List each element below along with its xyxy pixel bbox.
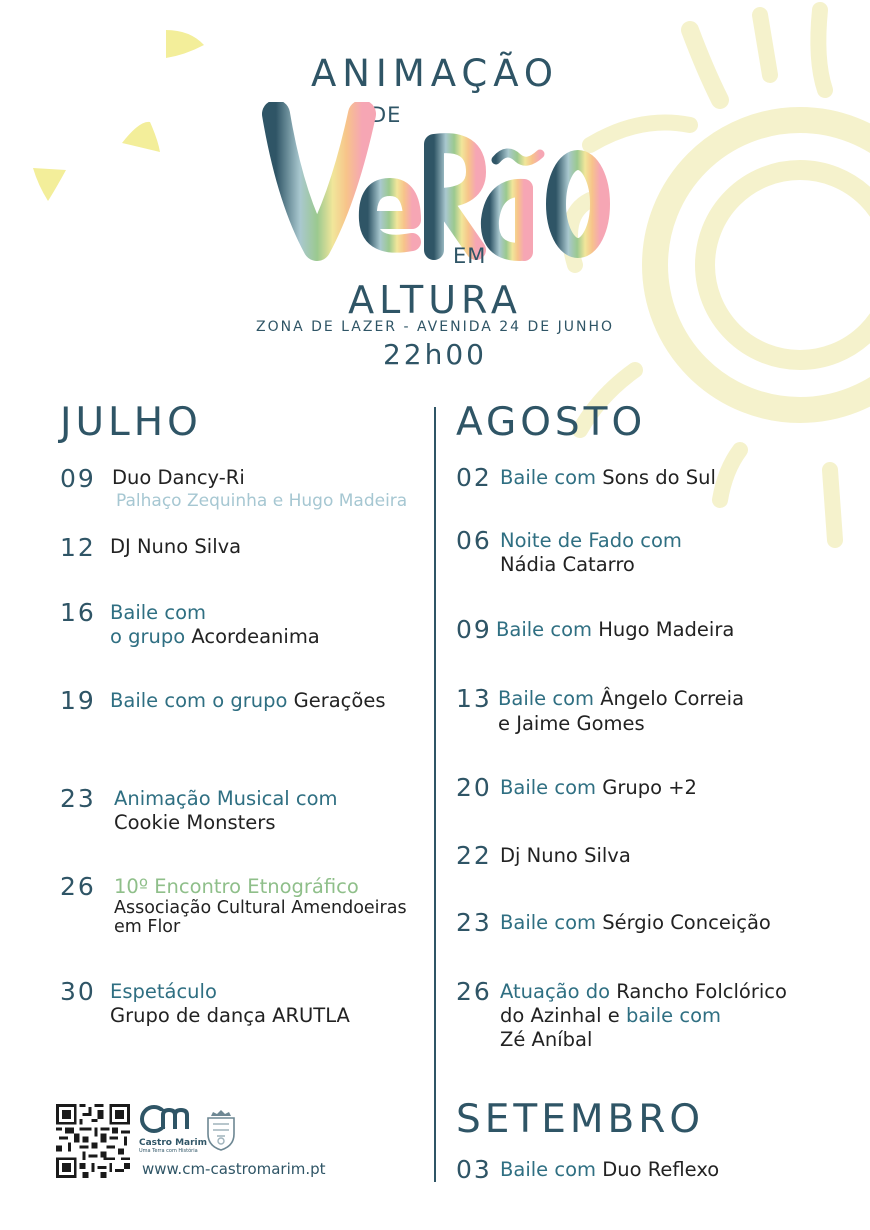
event-performer: Duo Dancy-Ri bbox=[112, 466, 245, 489]
parish-seal-icon bbox=[203, 1108, 239, 1152]
event-description: Baile com bbox=[110, 601, 207, 624]
event-day: 02 bbox=[456, 463, 492, 492]
event-day: 22 bbox=[456, 841, 492, 870]
event-performer: Dj Nuno Silva bbox=[500, 844, 631, 867]
event-performer: Associação Cultural Amendoeiras bbox=[114, 898, 407, 918]
event-performer: Duo Reflexo bbox=[602, 1158, 720, 1181]
event-description: Baile com o grupo bbox=[110, 689, 294, 712]
event-description: o grupo bbox=[110, 625, 192, 648]
event-performer: DJ Nuno Silva bbox=[110, 535, 242, 558]
event-day: 16 bbox=[60, 598, 96, 627]
title-de: DE bbox=[370, 103, 402, 127]
event-description: 10º Encontro Etnográfico bbox=[114, 875, 359, 898]
logo-tagline: Uma Terra com História bbox=[139, 1148, 198, 1154]
event-performer: Sons do Sul bbox=[602, 466, 716, 489]
event-description: Baile com bbox=[500, 911, 603, 934]
location-text: ZONA DE LAZER - AVENIDA 24 DE JUNHO bbox=[255, 319, 614, 335]
event-day: 12 bbox=[60, 533, 96, 562]
month-setembro: SETEMBRO bbox=[456, 1097, 705, 1142]
event-day: 06 bbox=[456, 526, 492, 555]
website-link[interactable]: www.cm-castromarim.pt bbox=[142, 1160, 326, 1178]
event-day: 09 bbox=[60, 464, 96, 493]
event-performer: Sérgio Conceição bbox=[602, 911, 771, 934]
event-description: Animação Musical com bbox=[114, 787, 338, 810]
event-performer: Grupo de dança ARUTLA bbox=[110, 1004, 350, 1027]
event-description: Espetáculo bbox=[110, 980, 217, 1003]
event-performer: Acordeanima bbox=[191, 625, 320, 648]
event-day: 20 bbox=[456, 773, 492, 802]
event-performer: e Jaime Gomes bbox=[498, 712, 645, 735]
event-day: 23 bbox=[456, 908, 492, 937]
event-description: Baile com bbox=[498, 687, 601, 710]
castro-marim-logo bbox=[139, 1104, 208, 1156]
month-julho: JULHO bbox=[60, 400, 202, 445]
event-day: 26 bbox=[456, 977, 492, 1006]
event-day: 13 bbox=[456, 684, 492, 713]
cm-logo-icon bbox=[139, 1104, 195, 1134]
event-performer: Nádia Catarro bbox=[500, 553, 635, 576]
event-day: 19 bbox=[60, 686, 96, 715]
time-text: 22h00 bbox=[382, 338, 487, 371]
event-day: 03 bbox=[456, 1155, 492, 1184]
event-performer: Rancho Folclórico bbox=[616, 980, 787, 1003]
event-performer: Ângelo Correia bbox=[600, 687, 745, 710]
verao-logo bbox=[262, 102, 612, 262]
title-animacao: ANIMAÇÃO bbox=[310, 52, 560, 95]
event-performer: Grupo +2 bbox=[602, 776, 697, 799]
event-description: Noite de Fado com bbox=[500, 529, 682, 552]
column-divider bbox=[434, 407, 436, 1182]
event-description: baile com bbox=[625, 1004, 721, 1027]
event-day: 30 bbox=[60, 977, 96, 1006]
event-day: 09 bbox=[456, 615, 492, 644]
logo-name: Castro Marim bbox=[139, 1138, 208, 1148]
event-performer: Hugo Madeira bbox=[598, 618, 735, 641]
event-performer: Zé Aníbal bbox=[500, 1028, 593, 1051]
event-description: Baile com bbox=[500, 1158, 603, 1181]
event-day: 26 bbox=[60, 872, 96, 901]
event-description: Baile com bbox=[500, 776, 603, 799]
title-em: EM bbox=[453, 244, 487, 268]
event-subtitle: Palhaço Zequinha e Hugo Madeira bbox=[116, 491, 408, 511]
month-agosto: AGOSTO bbox=[456, 400, 647, 445]
title-altura: ALTURA bbox=[348, 278, 522, 322]
event-performer: Cookie Monsters bbox=[114, 811, 276, 834]
qr-code[interactable] bbox=[56, 1104, 130, 1178]
event-description: Atuação do bbox=[500, 980, 617, 1003]
event-day: 23 bbox=[60, 784, 96, 813]
event-description: Baile com bbox=[500, 466, 603, 489]
event-description: Baile com bbox=[496, 618, 599, 641]
event-performer: Gerações bbox=[293, 689, 386, 712]
event-performer: do Azinhal e bbox=[500, 1004, 626, 1027]
event-performer: em Flor bbox=[114, 917, 181, 937]
